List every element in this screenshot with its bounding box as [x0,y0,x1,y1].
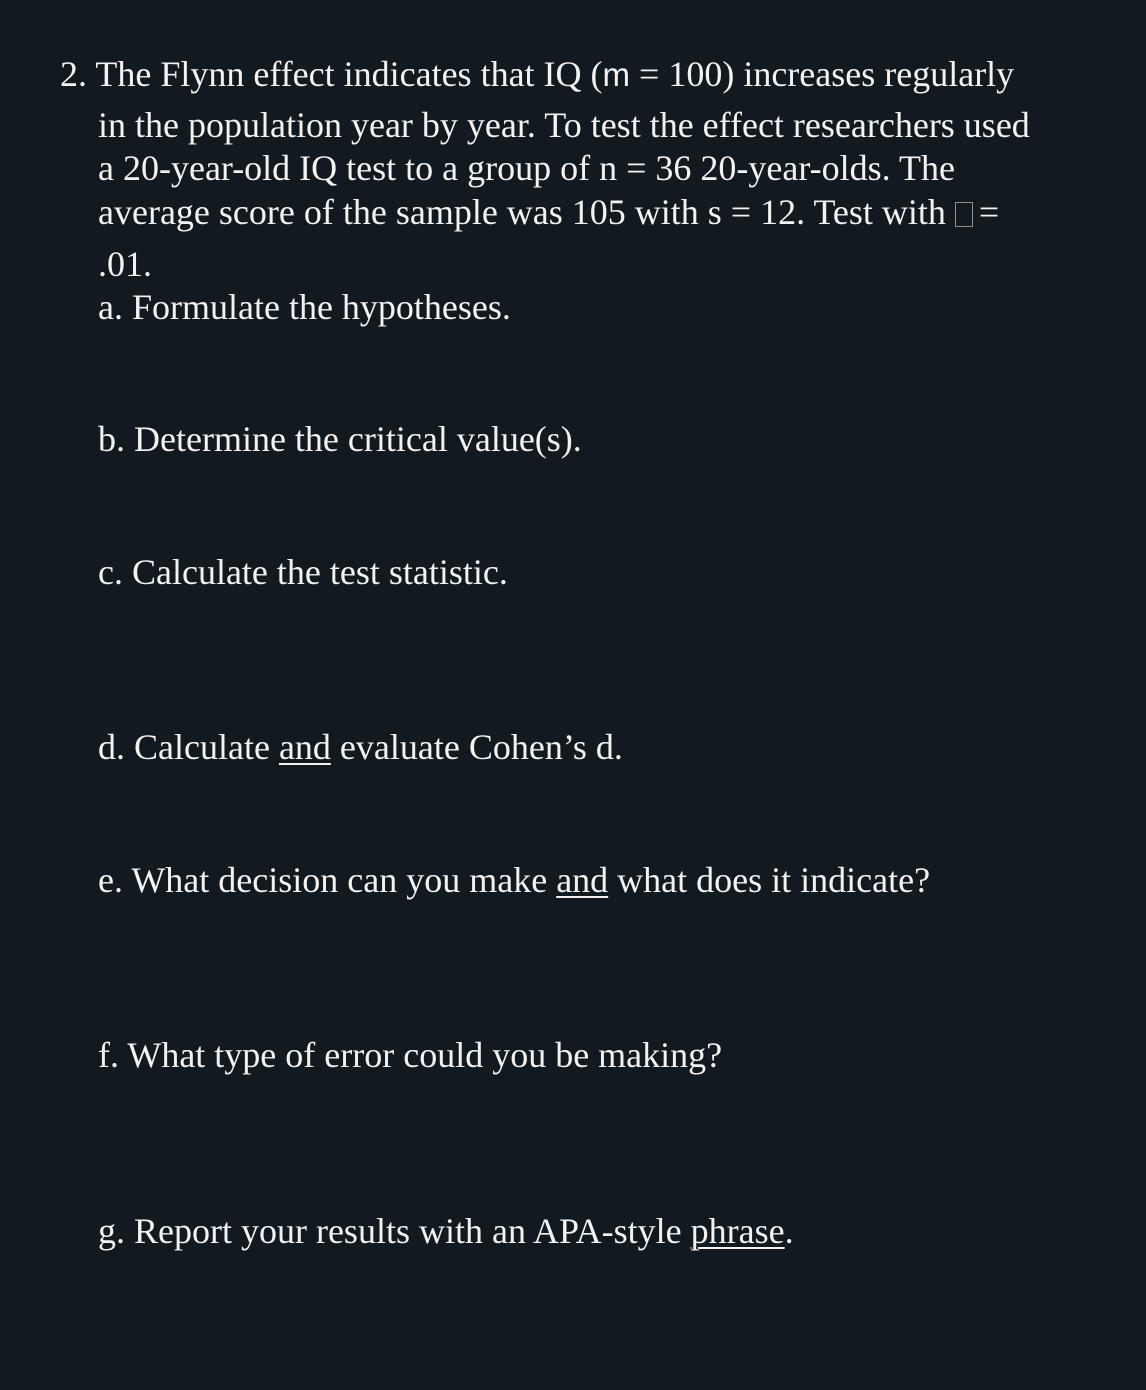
part-d-suffix: evaluate Cohen’s d. [330,727,623,767]
question-intro-line4-a: average score of the sample was 105 with s = 12. Test with [98,192,955,232]
question-number: 2. [60,54,87,94]
part-g-prefix: g. Report your results with an APA-style [98,1211,691,1251]
missing-alpha-glyph-icon [955,202,973,227]
part-a: a. Formulate the hypotheses. [98,287,511,327]
part-d-prefix: d. Calculate [98,727,279,767]
question-intro-line4-b: = [978,192,1000,232]
question-line-1 [60,52,1014,97]
question-intro-line1-b: = 100) increases regularly [630,54,1015,94]
part-d-and-underlined: and [278,727,331,767]
part-e-prefix: e. What decision can you make [98,860,557,900]
part-c: c. Calculate the test statistic. [98,552,508,592]
mu-symbol: m [602,56,631,93]
question-line-5: .01. [98,244,152,284]
question-intro-line1-a: The Flynn effect indicates that IQ ( [95,54,603,94]
part-g [98,1209,794,1253]
part-e [98,858,930,902]
question-line-3: a 20-year-old IQ test to a group of n = 36 20-year-olds. The [98,148,955,188]
question-line-4 [98,190,999,234]
part-g-phrase-underlined: phrase [690,1211,785,1251]
part-b: b. Determine the critical value(s). [98,419,582,459]
question-line-2: in the population year by year. To test the effect researchers used [98,105,1030,145]
part-f: f. What type of error could you be making? [98,1035,723,1075]
part-d [98,725,623,769]
part-e-suffix: what does it indicate? [608,860,931,900]
part-e-and-underlined: and [556,860,609,900]
part-g-suffix: . [784,1211,794,1251]
